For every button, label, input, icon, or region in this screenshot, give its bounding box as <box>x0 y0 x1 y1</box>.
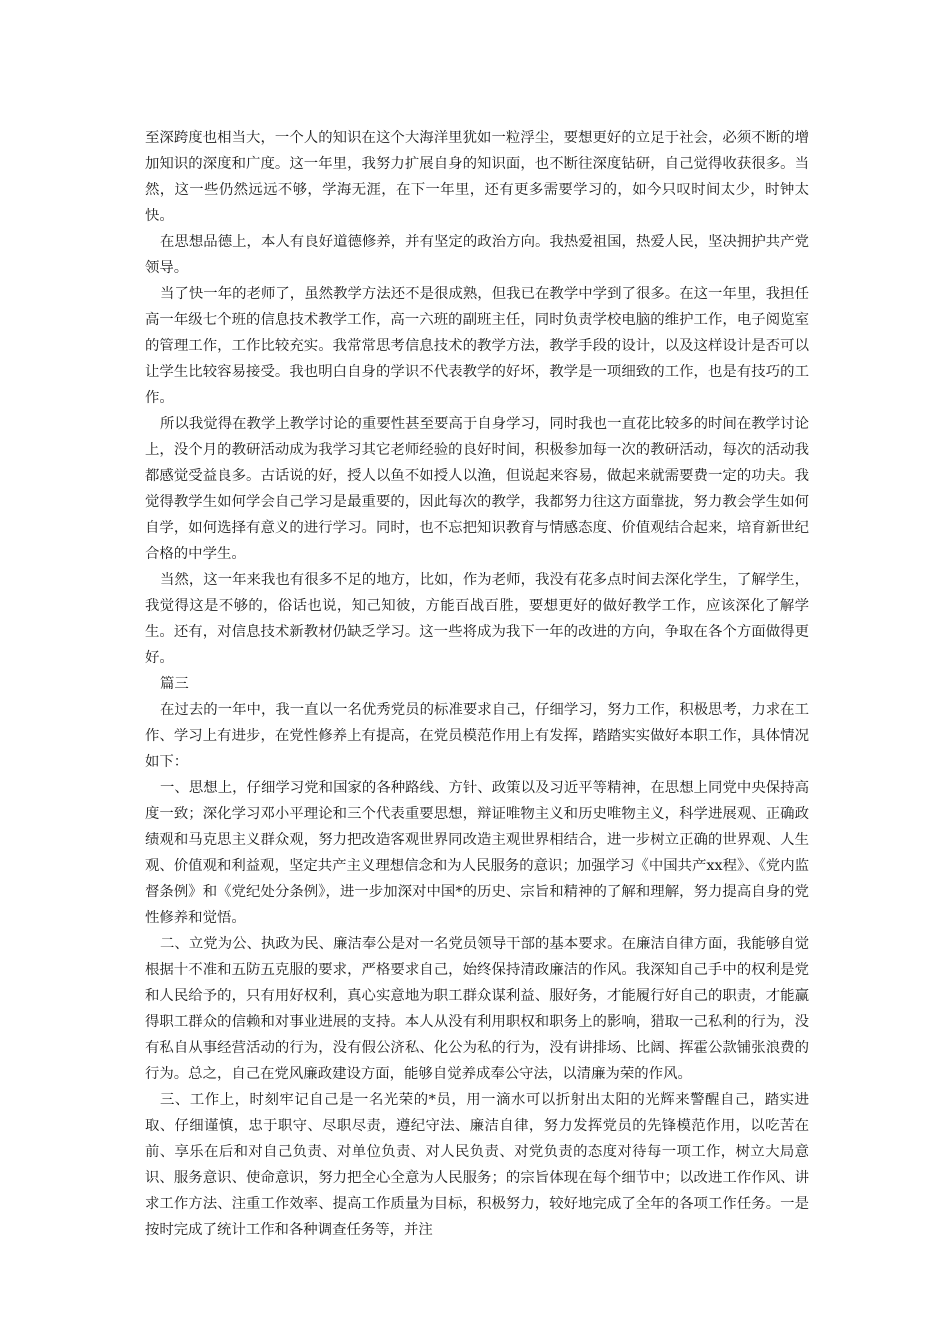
paragraph-continuation: 至深跨度也相当大，一个人的知识在这个大海洋里犹如一粒浮尘，要想更好的立足于社会，必须不断的增加知识的深度和广度。这一年里，我努力扩展自身的知识面，也不断往深度钻研，自己觉得收获很多。当然，这一些仍然远远不够，学海无涯，在下一年里，还有更多需要学习的，如今只叹时间太少，时钟太快。 <box>145 130 809 224</box>
paragraph-intro-party-member: 在过去的一年中，我一直以一名优秀党员的标准要求自己，仔细学习，努力工作，积极思考，力求在工作、学习上有进步，在党性修养上有提高，在党员模范作用上有发挥，踏踏实实做好本职工作，具体情况如下： <box>145 702 809 770</box>
paragraph-shortcomings: 当然，这一年来我也有很多不足的地方，比如，作为老师，我没有花多点时间去深化学生，了解学生，我觉得这是不够的，俗话也说，知己知彼，方能百战百胜，要想更好的做好教学工作，应该深化了解学生。还有，对信息技术新教材仍缺乏学习。这一些将成为我下一年的改进的方向，争取在各个方面做得更好。 <box>145 572 809 666</box>
paragraph-teaching-work: 当了快一年的老师了，虽然教学方法还不是很成熟，但我已在教学中学到了很多。在这一年里，我担任高一年级七个班的信息技术教学工作，高一六班的副班主任，同时负责学校电脑的维护工作，电子阅览室的管理工作，工作比较充实。我常常思考信息技术的教学方法，教学手段的设计，以及这样设计是否可以让学生比较容易接受。我也明白自身的学识不代表教学的好坏，教学是一项细致的工作，也是有技巧的工作。 <box>145 286 809 406</box>
paragraph-work: 三、工作上，时刻牢记自己是一名光荣的*员，用一滴水可以折射出太阳的光辉来警醒自己，踏实进取、仔细谨慎，忠于职守、尽职尽责，遵纪守法、廉洁自律，努力发挥党员的先锋模范作用，以吃苦在前、享乐在后和对自己负责、对单位负责、对人民负责、对党负责的态度对待每一项工作，树立大局意识、服务意识、使命意识，努力把全心全意为人民服务；的宗旨体现在每个细节中；以改进工作作风、讲求工作方法、注重工作效率、提高工作质量为目标，积极努力，较好地完成了全年的各项工作任务。一是按时完成了统计工作和各种调查任务等，并注 <box>145 1092 809 1238</box>
document-page <box>145 125 809 1243</box>
paragraph-integrity: 二、立党为公、执政为民、廉洁奉公是对一名党员领导干部的基本要求。在廉洁自律方面，我能够自觉根据十不准和五防五克服的要求，严格要求自己，始终保持清政廉洁的作风。我深知自己手中的权利是党和人民给予的，只有用好权利，真心实意地为职工群众谋利益、服好务，才能履行好自己的职责，才能赢得职工群众的信赖和对事业进展的支持。本人从没有利用职权和职务上的影响，猎取一己私利的行为，没有私自从事经营活动的行为，没有假公济私、化公为私的行为，没有讲排场、比阔、挥霍公款铺张浪费的行为。总之，自己在党风廉政建设方面，能够自觉养成奉公守法，以清廉为荣的作风。 <box>145 936 809 1082</box>
paragraph-teaching-research: 所以我觉得在教学上教学讨论的重要性甚至要高于自身学习，同时我也一直花比较多的时间在教学讨论上，没个月的教研活动成为我学习其它老师经验的良好时间，积极参加每一次的教研活动，每次的活动我都感觉受益良多。古话说的好，授人以鱼不如授人以渔，但说起来容易，做起来就需要费一定的功夫。我觉得教学生如何学会自己学习是最重要的，因此每次的教学，我都努力往这方面靠拢，努力教会学生如何自学，如何选择有意义的进行学习。同时，也不忘把知识教育与情感态度、价值观结合起来，培育新世纪合格的中学生。 <box>145 416 809 562</box>
section-heading-part-three: 篇三 <box>160 676 189 692</box>
paragraph-moral-character: 在思想品德上，本人有良好道德修养，并有坚定的政治方向。我热爱祖国，热爱人民，坚决拥护共产党领导。 <box>145 234 809 276</box>
paragraph-ideology: 一、思想上，仔细学习党和国家的各种路线、方针、政策以及习近平等精神，在思想上同党中央保持高度一致；深化学习邓小平理论和三个代表重要思想，辩证唯物主义和历史唯物主义，科学进展观、正确政绩观和马克思主义群众观，努力把改造客观世界同改造主观世界相结合，进一步树立正确的世界观、人生观、价值观和利益观，坚定共产主义理想信念和为人民服务的意识；加强学习《中国共产xx程》、《党内监督条例》和《党纪处分条例》，进一步加深对中国*的历史、宗旨和精神的了解和理解，努力提高自身的党性修养和觉悟。 <box>145 780 809 926</box>
